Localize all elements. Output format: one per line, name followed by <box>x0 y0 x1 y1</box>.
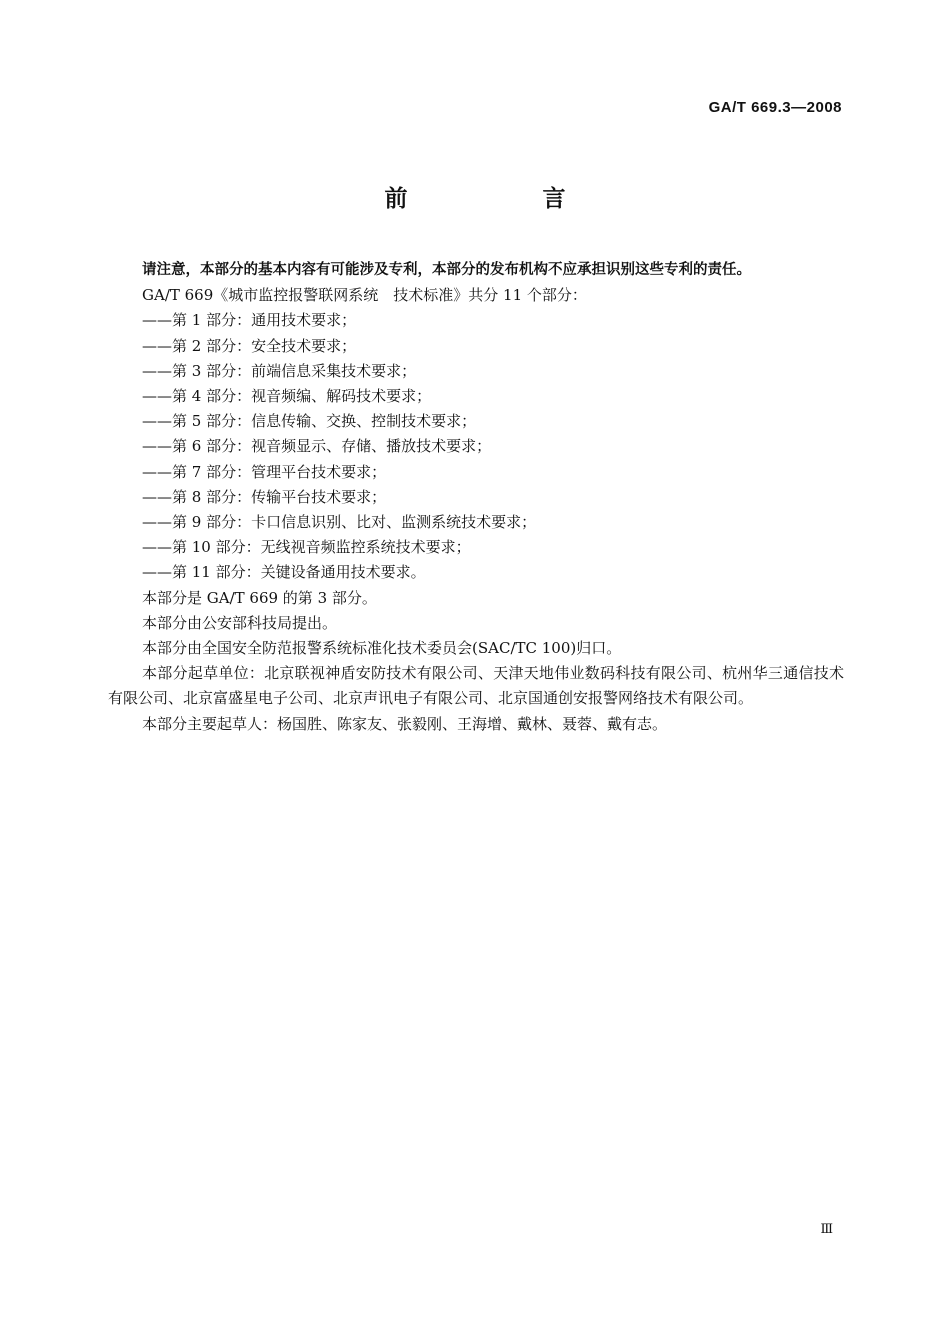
list-item: ——第 11 部分：关键设备通用技术要求。 <box>142 563 426 582</box>
patent-notice: 请注意，本部分的基本内容有可能涉及专利，本部分的发布机构不应承担识别这些专利的责任。 <box>142 262 751 278</box>
list-item: ——第 6 部分：视音频显示、存储、播放技术要求； <box>142 437 492 456</box>
drafters-paragraph: 本部分主要起草人：杨国胜、陈家友、张毅刚、王海增、戴林、聂蓉、戴有志。 <box>142 714 668 733</box>
list-item: ——第 5 部分：信息传输、交换、控制技术要求； <box>142 412 477 431</box>
list-item: ——第 10 部分：无线视音频监控系统技术要求； <box>142 538 471 557</box>
this-part-paragraph: 本部分是 GA/T 669 的第 3 部分。 <box>142 588 377 607</box>
foreword-body <box>108 258 844 737</box>
standard-code: GA/T 669.3—2008 <box>708 99 842 116</box>
list-item: ——第 7 部分：管理平台技术要求； <box>142 462 387 481</box>
drafting-units-paragraph: 本部分起草单位：北京联视神盾安防技术有限公司、天津天地伟业数码科技有限公司、杭州华三通信技术有限公司、北京富盛星电子公司、北京声讯电子有限公司、北京国通创安报警网络技术有限公司。 <box>108 664 844 708</box>
list-item: ——第 3 部分：前端信息采集技术要求； <box>142 361 417 380</box>
list-item: ——第 9 部分：卡口信息识别、比对、监测系统技术要求； <box>142 513 537 532</box>
proposed-by-paragraph: 本部分由公安部科技局提出。 <box>142 613 338 632</box>
intro-paragraph: GA/T 669《城市监控报警联网系统 技术标准》共分 11 个部分： <box>142 286 587 305</box>
centralized-by-paragraph: 本部分由全国安全防范报警系统标准化技术委员会(SAC/TC 100)归口。 <box>142 639 622 658</box>
page-title: 前 言 <box>384 186 622 212</box>
list-item: ——第 2 部分：安全技术要求； <box>142 336 357 355</box>
parts-list <box>108 308 844 585</box>
list-item: ——第 1 部分：通用技术要求； <box>142 311 357 330</box>
list-item: ——第 4 部分：视音频编、解码技术要求； <box>142 387 432 406</box>
list-item: ——第 8 部分：传输平台技术要求； <box>142 487 387 506</box>
page-number: Ⅲ <box>820 1222 833 1237</box>
